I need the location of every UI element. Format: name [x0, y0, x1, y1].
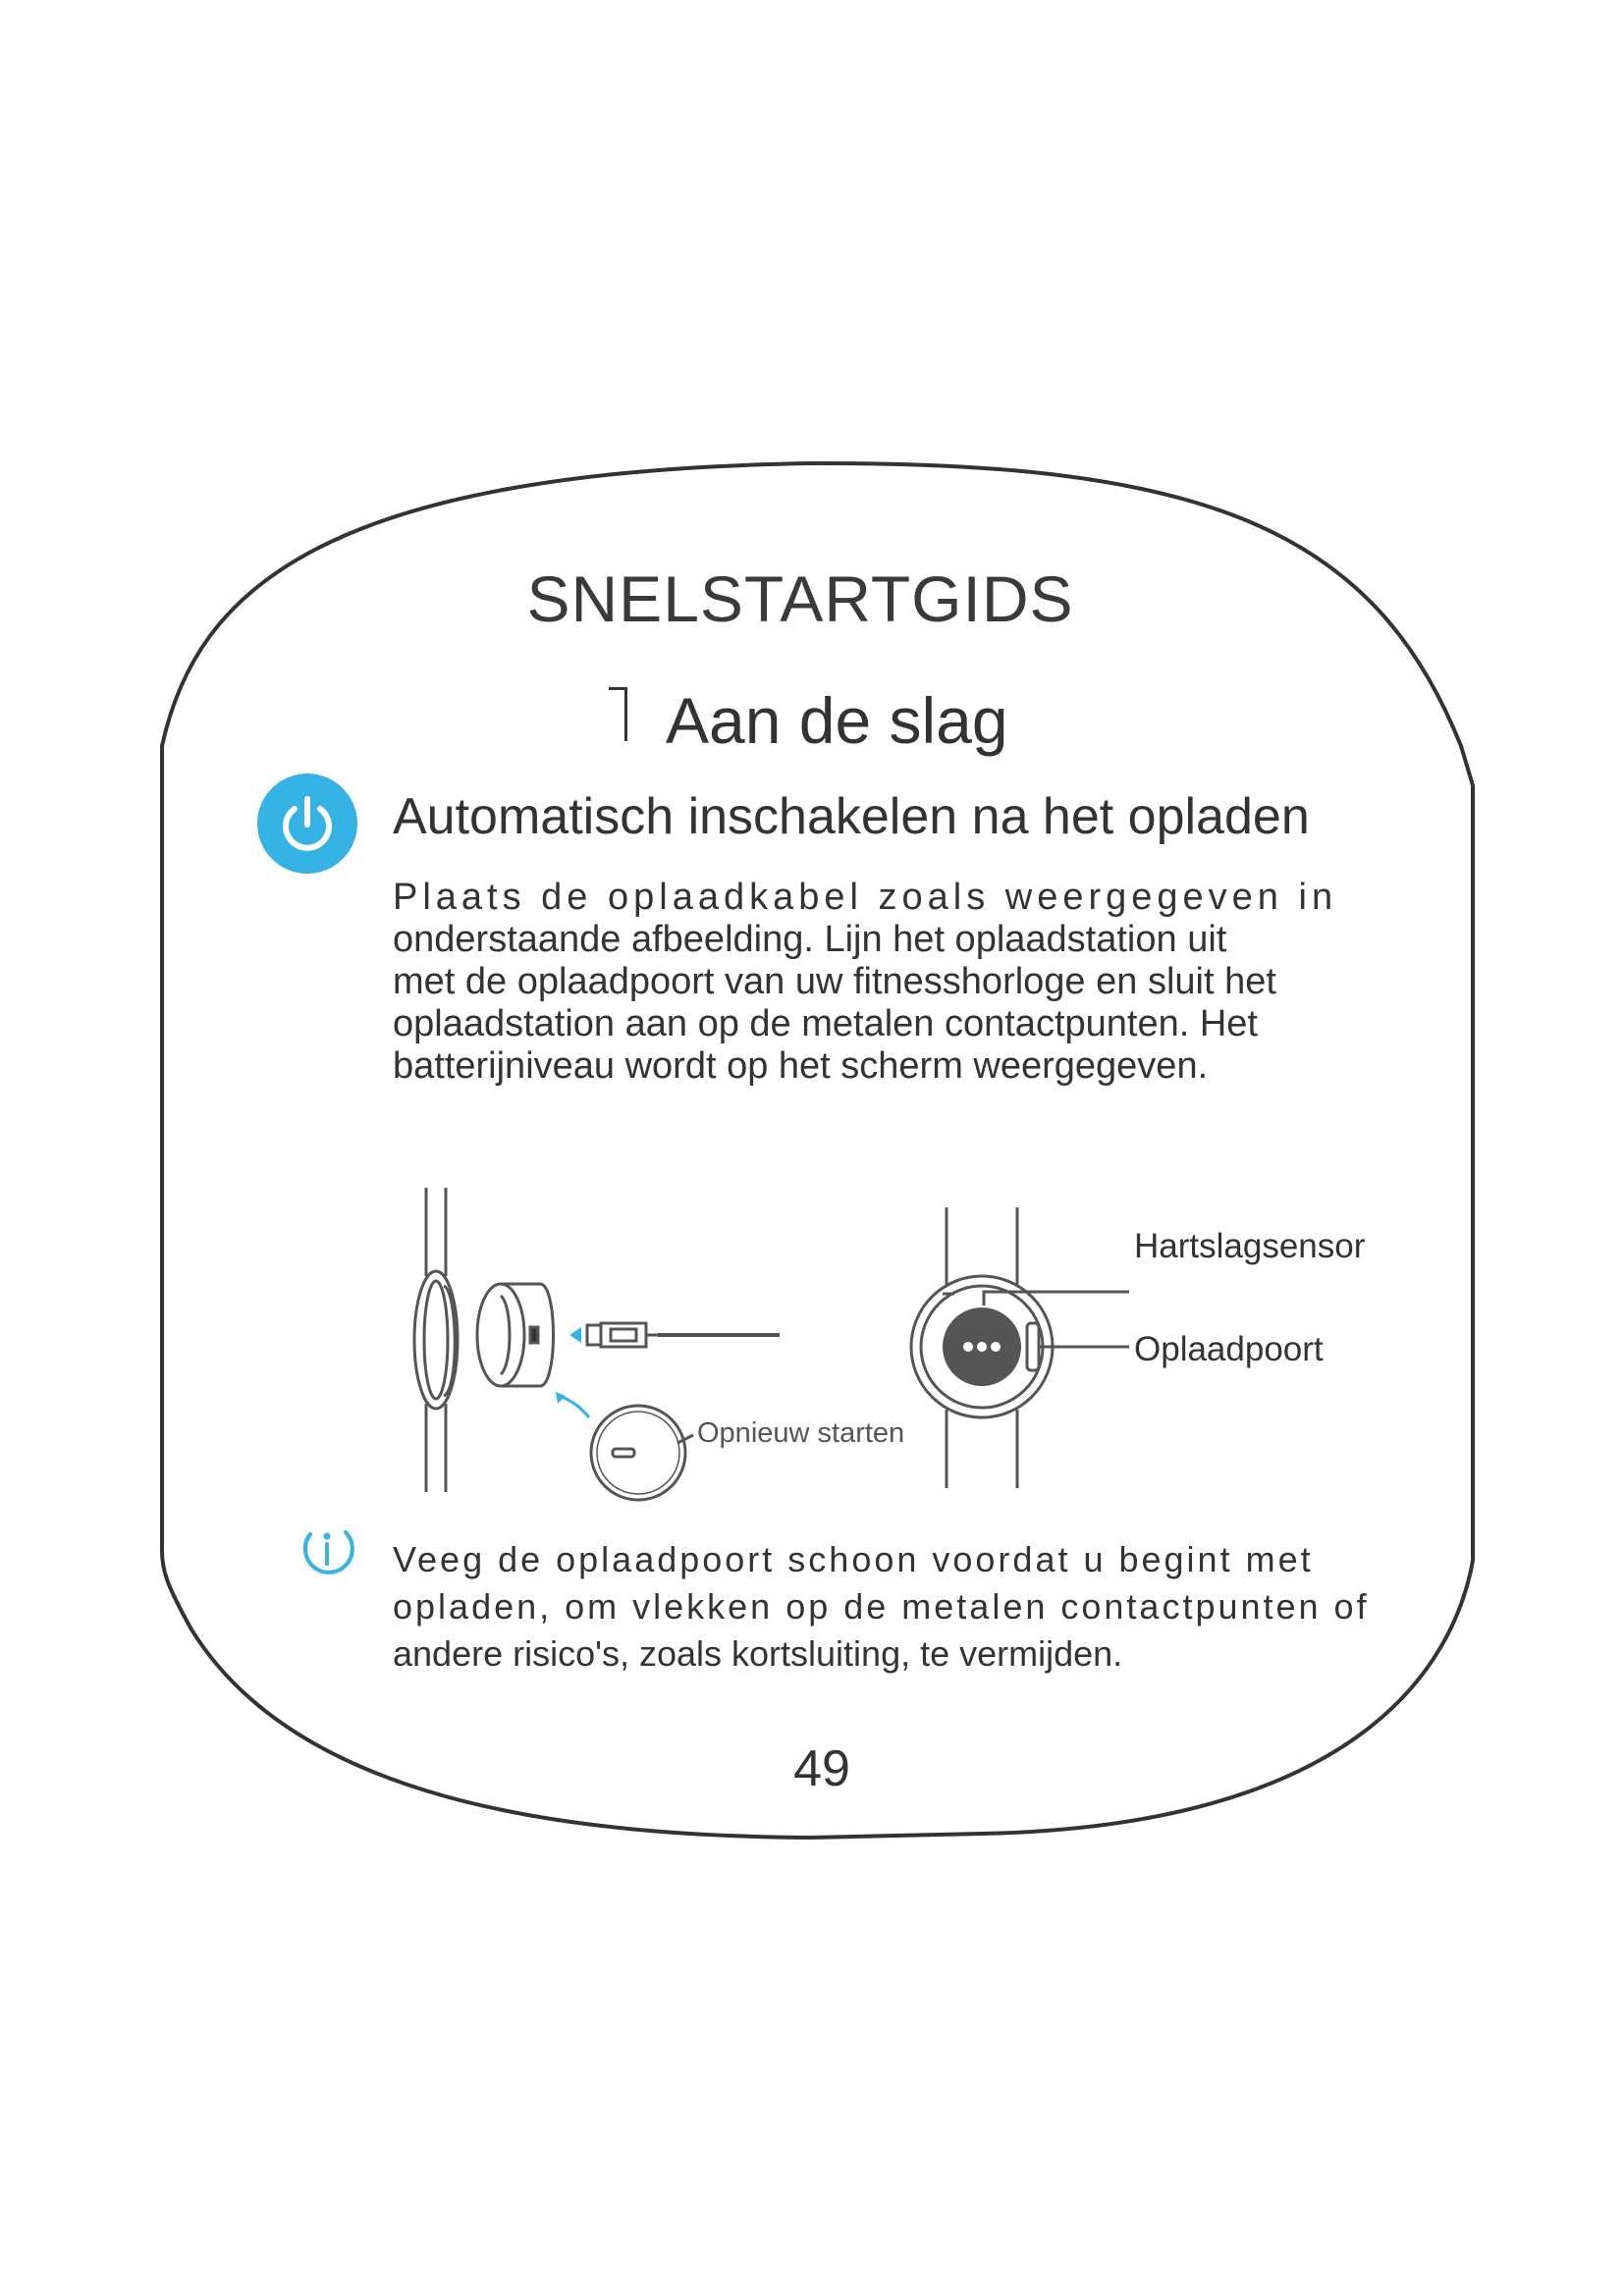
heart-rate-sensor-label: Hartslagsensor [1134, 1227, 1366, 1265]
power-icon [257, 774, 357, 874]
intro-line: met de oplaadpoort van uw fitnesshorloge en sluit het [393, 961, 1276, 1002]
watch-back-view [911, 1207, 1129, 1488]
charging-dock [477, 1284, 554, 1386]
intro-line: oplaadstation aan op de metalen contactpunten. Het [393, 1003, 1258, 1044]
charging-cable [569, 1323, 780, 1347]
restart-label: Opnieuw starten [697, 1417, 905, 1449]
section-marker-icon [609, 687, 627, 741]
intro-paragraph [393, 877, 1404, 1088]
intro-line: onderstaande afbeelding. Lijn het oplaadstation uit [393, 919, 1227, 960]
section-heading: Aan de slag [666, 684, 1008, 757]
tip-line: andere risico's, zoals kortsluiting, te vermijden. [393, 1633, 1123, 1674]
intro-line: batterijniveau wordt op het scherm weergegeven. [393, 1045, 1209, 1087]
info-icon [297, 1519, 357, 1579]
watch-side-view [414, 1188, 458, 1492]
tip-line: Veeg de oplaadpoort schoon voordat u begint met [393, 1539, 1314, 1579]
intro-line: Plaats de oplaadkabel zoals weergegeven in [393, 877, 1338, 918]
document-title: SNELSTARTGIDS [526, 562, 1074, 635]
charging-port-label: Oplaadpoort [1134, 1330, 1324, 1368]
tip-paragraph [393, 1536, 1404, 1678]
tip-line: opladen, om vlekken op de metalen contactpunten of [393, 1586, 1370, 1627]
restart-dial-view [591, 1406, 693, 1500]
page-number: 49 [793, 1740, 850, 1797]
feature-title: Automatisch inschakelen na het opladen [393, 788, 1310, 845]
